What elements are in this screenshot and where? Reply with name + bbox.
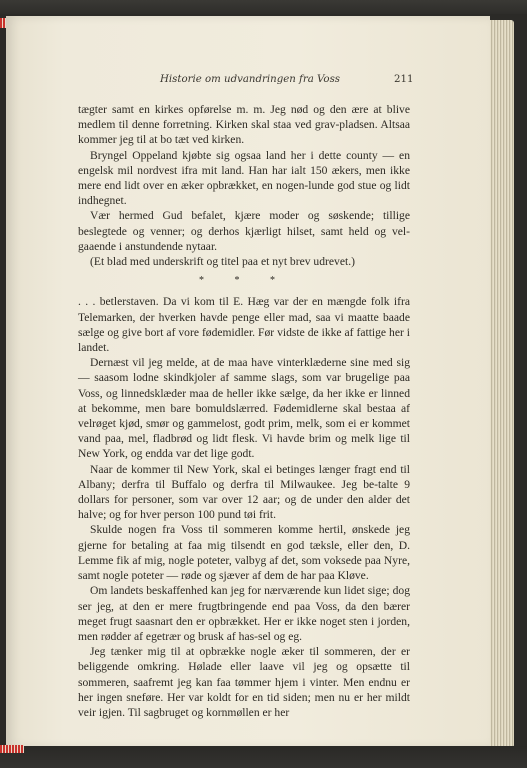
paragraph: Skulde nogen fra Voss til sommeren komme hertil, ønskede jeg gjerne for betaling at faa mig tilsendt en god tækslе, eller den, D. Lemme fik af mig, nogle poteter, valbyg af det, som voksede paa Nyre, samt nogle poteter — røde og sjæver af dem de har paa Kløve. bbox=[78, 523, 410, 583]
running-head: Historie om udvandringen fra Voss bbox=[160, 74, 341, 85]
page-number: 211 bbox=[394, 74, 414, 85]
book-cover-bottom-edge bbox=[0, 746, 527, 768]
paragraph: Vær hermed Gud befalet, kjære moder og søskende; tillige beslegtede og venner; og derhos kjærligt hilset, samt held og vel-gaaende i anstundende nytaar. bbox=[78, 209, 410, 253]
paragraph: Om landets beskaffenhed kan jeg for nærværende kun lidet sige; dog ser jeg, at den er mere frugtbringende end paa Voss, da den bærer meget frugt saasnart den er opbrækket. Her er ikke noget sten i jorden, men rødder af egetrær og brusk af has-sel og eg. bbox=[78, 584, 410, 643]
body-text bbox=[78, 102, 410, 720]
paragraph: Bryngel Oppeland kjøbte sig ogsaa land her i dette county — en engelsk mil nordvest ifra mit land. Han har ialt 150 ækers, men ikke mere end lidt over en æker opbrækket, en nogen-lunde god stue og lidt indhegnet. bbox=[78, 148, 410, 208]
section-separator: * * * bbox=[199, 275, 289, 287]
paragraph: Naar de kommer til New York, skal ei betinges længer fragt end til Albany; derfra til Buffalo og derfra til Milwaukee. Jeg be-talte 9 dollars for personer, som var over 12 aar; og de under den alder det halve; og for hver person 100 pund tøi frit. bbox=[78, 462, 410, 522]
bookmark-ribbon-bottom bbox=[0, 745, 24, 753]
paragraph: tægter samt en kirkes opførelse m. m. Jeg nød og den ære at blive medlem til denne forretning. Kirken skal staa ved grav-pladsen. Altsaa kommer jeg til at bo tæt ved kirken. bbox=[78, 103, 410, 147]
paragraph: Jeg tænker mig til at opbrække nogle æker til sommeren, der er beliggende omkring. Hølade eller laave vil jeg og opsætte til sommeren, saafremt jeg kan faa tømmer hjem i vinter. Men endnu er her ingen sneføre. Her var koldt for en tid siden; men nu er her mildt veir igjen. Til sagbruget og kornmøllen er her bbox=[78, 645, 410, 719]
book-cover-top-edge bbox=[0, 0, 527, 14]
paragraph: . . . betlerstaven. Da vi kom til E. Hæg var der en mængde folk ifra Telemarken, der hverken havde penge eller mad, saa vi maatte baade sælge og give bort af vore fødemidler. Før vidste de ikke af fattige her i landet. bbox=[78, 295, 410, 355]
paragraph: Dernæst vil jeg melde, at de maa have vinterklæderne sine med sig — saasom lodne skindkjoler af samme slags, som var brugelige paa Voss, og linnedsklæder maa de heller ikke sælge, da her ikke er linned at bekomme, men bare bomuldslærred. Fødemidlerne skal bestaa af velrøget kjød, smør og gammelost, godt prim, melk, som ei er kommet vand paa, mel, fladbrød og lidt flesk. Vi havde brim og melk lige til New York, og endda var det lige godt. bbox=[78, 356, 410, 461]
paragraph: (Et blad med underskrift og titel paa et nyt brev udrevet.) bbox=[90, 255, 355, 269]
